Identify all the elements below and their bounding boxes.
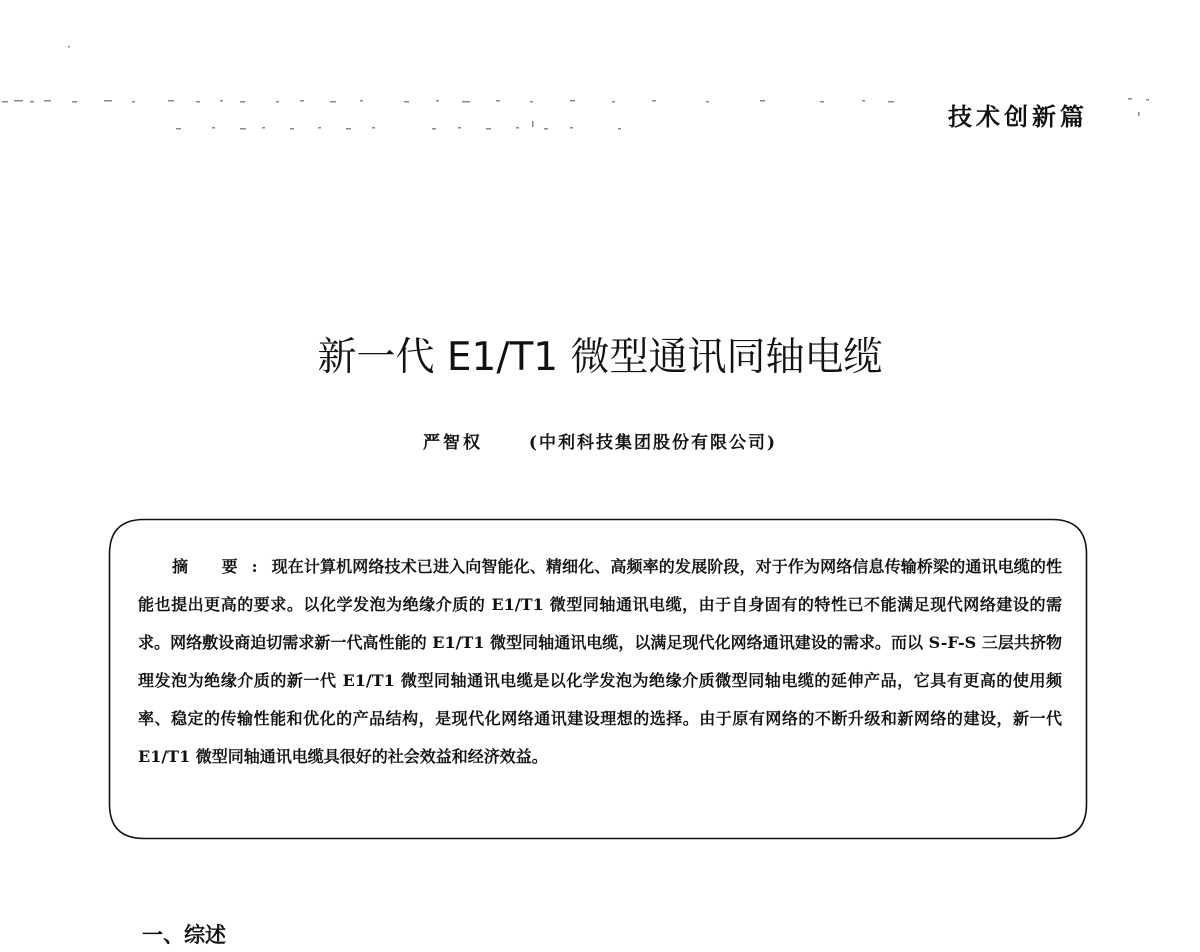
abstract-text: [138, 548, 1062, 776]
abstract-body: 现在计算机网络技术已进入向智能化、精细化、高频率的发展阶段，对于作为网络信息传输桥梁的通讯电缆的性能也提出更高的要求。以化学发泡为绝缘介质的 E1/T1 微型同轴通讯电缆，由于自身固有的特性已不能满足现代网络建设的需求。网络敷设商迫切需求新一代高性能的 E1/T1 微型同轴通讯电缆，以满足现代化网络通讯建设的需求。而以 S-F-S 三层共挤物理发泡为绝缘介质的新一代 E1/T1 微型同轴通讯电缆是以化学发泡为绝缘介质微型同轴电缆的延伸产品，它具有更高的使用频率、稳定的传输性能和优化的产品结构，是现代化网络通讯建设理想的选择。由于原有网络的不断升级和新网络的建设，新一代 E1/T1 微型同轴通讯电缆具很好的社会效益和经济效益。: [138, 557, 1062, 766]
abstract-label: 摘 要:: [172, 557, 272, 576]
article-title: 新一代 E1/T1 微型通讯同轴电缆: [317, 335, 883, 381]
author-name: 严智权: [422, 433, 483, 453]
abstract-box: [108, 518, 1088, 840]
author-affiliation: (中利科技集团股份有限公司): [528, 433, 777, 453]
byline: [0, 428, 1200, 453]
section-tag: 技术创新篇: [948, 103, 1088, 131]
section-heading: 一、综述: [142, 923, 226, 947]
